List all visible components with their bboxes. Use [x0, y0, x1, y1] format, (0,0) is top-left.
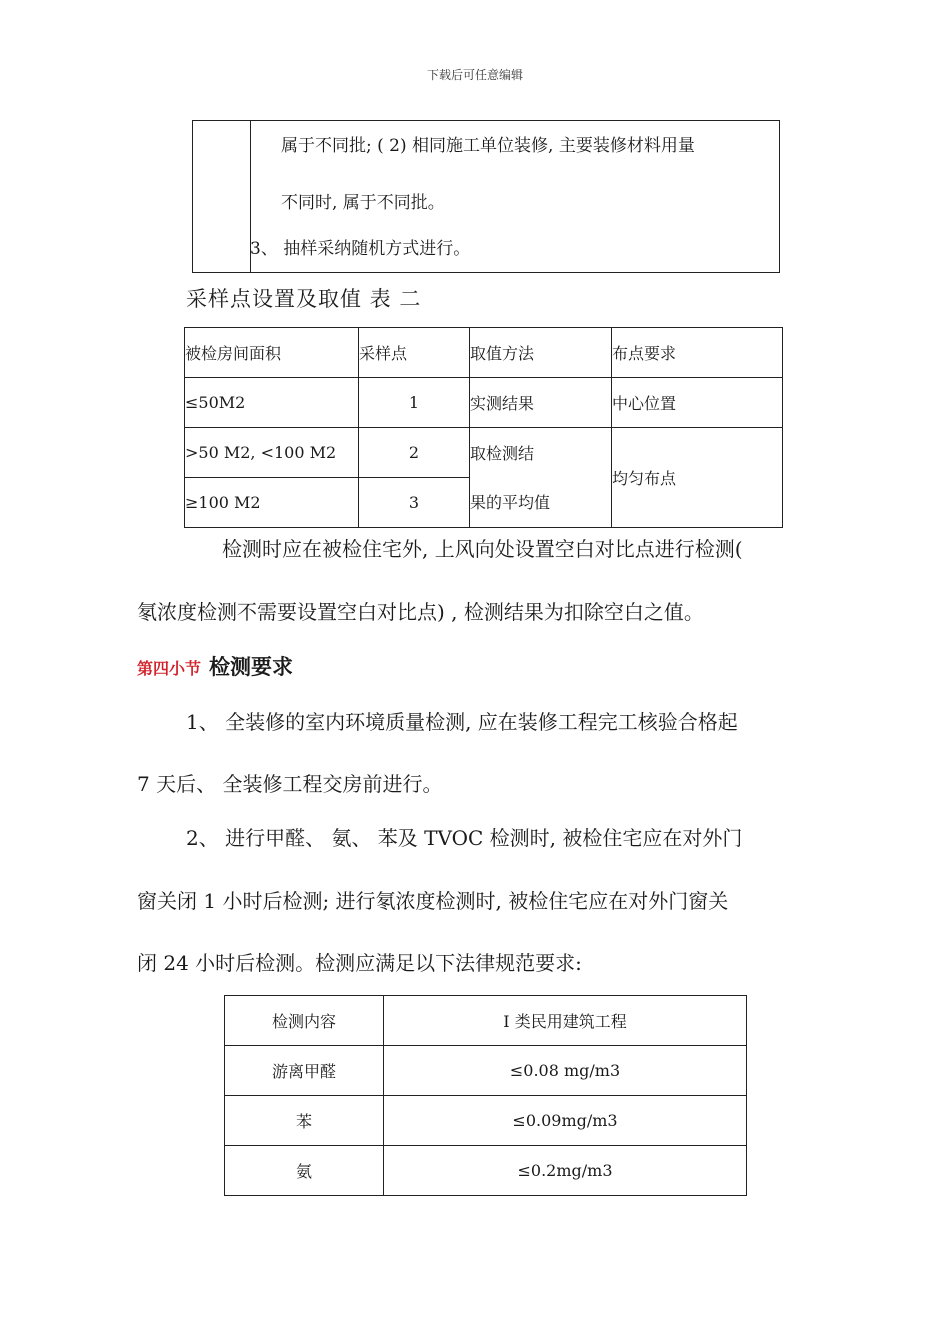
paragraph-line: 检测时应在被检住宅外, 上风向处设置空白对比点进行检测(	[222, 537, 743, 561]
table-row	[225, 1046, 747, 1096]
section-title: 检测要求	[209, 655, 294, 679]
page-header: 下载后可任意编辑	[426, 68, 523, 82]
item-cell: 苯	[225, 1096, 384, 1146]
section-label: 第四小节	[137, 659, 202, 678]
method-cell	[470, 428, 612, 528]
paragraph-line: 闭 24 小时后检测。检测应满足以下法律规范要求:	[137, 951, 582, 975]
continuation-table	[192, 120, 780, 273]
value-cell: ≤0.08 mg/m3	[384, 1046, 747, 1096]
paragraph-line: 2、 进行甲醛、 氨、 苯及 TVOC 检测时, 被检住宅应在对外门	[186, 826, 743, 850]
section-heading	[137, 651, 293, 681]
area-cell: >50 M2, <100 M2	[185, 428, 359, 478]
header-cell: 被检房间面积	[185, 328, 359, 378]
header-cell: 检测内容	[225, 996, 384, 1046]
table-row	[185, 428, 783, 478]
requirement-cell: 中心位置	[612, 378, 783, 428]
limits-table	[224, 995, 747, 1196]
item-cell: 氨	[225, 1146, 384, 1196]
paragraph-line: 7 天后、 全装修工程交房前进行。	[137, 772, 443, 796]
table-text-line: 属于不同批; ( 2) 相同施工单位装修, 主要装修材料用量	[281, 136, 695, 156]
method-line: 果的平均值	[470, 492, 551, 512]
points-cell: 1	[359, 378, 470, 428]
header-cell: 采样点	[359, 328, 470, 378]
table-text-line: 3、 抽样采纳随机方式进行。	[250, 239, 471, 259]
table-row	[225, 1096, 747, 1146]
area-cell: ≥100 M2	[185, 478, 359, 528]
method-cell: 实测结果	[470, 378, 612, 428]
paragraph-line: 1、 全装修的室内环境质量检测, 应在装修工程完工核验合格起	[186, 710, 738, 734]
requirement-cell: 均匀布点	[612, 428, 783, 528]
paragraph-line: 窗关闭 1 小时后检测; 进行氡浓度检测时, 被检住宅应在对外门窗关	[137, 889, 729, 913]
table-caption: 采样点设置及取值 表 二	[186, 287, 422, 311]
table-header-row	[225, 996, 747, 1046]
header-cell: 布点要求	[612, 328, 783, 378]
table-row	[185, 378, 783, 428]
table-text-line: 不同时, 属于不同批。	[281, 193, 445, 213]
area-cell: ≤50M2	[185, 378, 359, 428]
header-cell: 取值方法	[470, 328, 612, 378]
sampling-table	[184, 327, 783, 528]
table-header-row	[185, 328, 783, 378]
value-cell: ≤0.2mg/m3	[384, 1146, 747, 1196]
value-cell: ≤0.09mg/m3	[384, 1096, 747, 1146]
points-cell: 3	[359, 478, 470, 528]
paragraph-line: 氡浓度检测不需要设置空白对比点) , 检测结果为扣除空白之值。	[137, 600, 704, 624]
header-cell: I 类民用建筑工程	[384, 996, 747, 1046]
table-row	[225, 1146, 747, 1196]
points-cell: 2	[359, 428, 470, 478]
item-cell: 游离甲醛	[225, 1046, 384, 1096]
method-line: 取检测结	[470, 443, 535, 463]
